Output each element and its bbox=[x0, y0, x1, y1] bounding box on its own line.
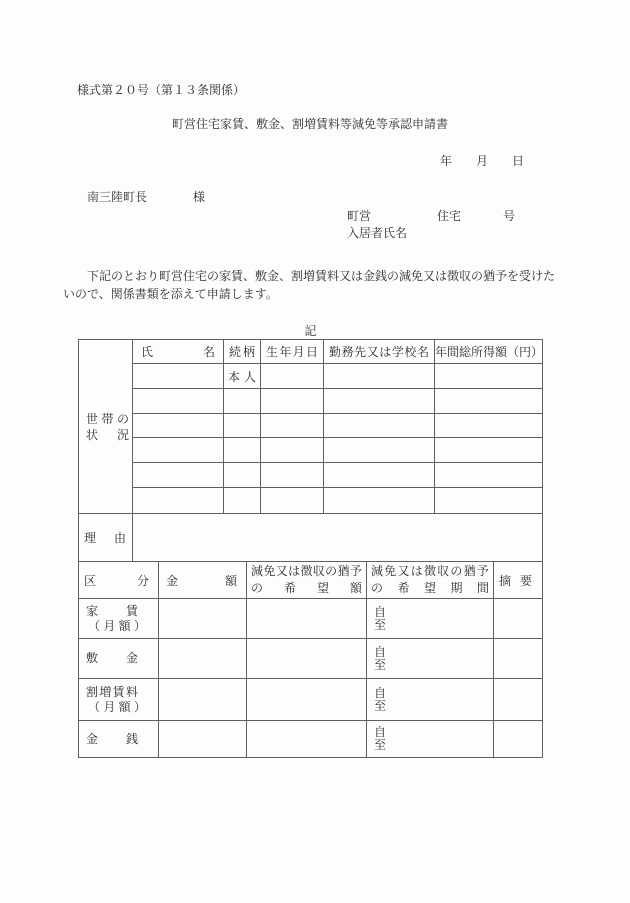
period-from-label: 自 bbox=[374, 725, 387, 739]
document-title: 町営住宅家賃、敷金、割増賃料等減免等承認申請書 bbox=[171, 117, 448, 131]
period-to-label: 至 bbox=[374, 617, 387, 632]
workplace-cell bbox=[324, 364, 435, 389]
birthdate-cell bbox=[261, 414, 324, 438]
income-cell bbox=[435, 438, 542, 463]
header-relation-label: 続 柄 bbox=[229, 345, 255, 359]
waiver-period-cell bbox=[367, 721, 494, 757]
relation-self-label: 本 人 bbox=[228, 369, 256, 384]
workplace-cell bbox=[324, 438, 435, 463]
period-to-label: 至 bbox=[374, 657, 387, 672]
workplace-cell bbox=[324, 414, 435, 438]
name-cell bbox=[133, 389, 224, 414]
header-relation-cell bbox=[224, 340, 261, 364]
header-birthdate-cell bbox=[261, 340, 324, 364]
household-section-label-line2: 状 況 bbox=[86, 427, 129, 442]
waiver-amount-cell bbox=[247, 639, 367, 679]
header-birthdate-label: 生 年 月 日 bbox=[266, 345, 318, 359]
period-from-label: 自 bbox=[374, 644, 387, 659]
waiver-period-cell bbox=[367, 679, 494, 721]
header-name-label: 氏 名 bbox=[141, 345, 215, 359]
relation-cell bbox=[224, 364, 261, 389]
header-amount-cell bbox=[159, 562, 247, 599]
header-remarks-cell bbox=[494, 562, 542, 599]
category-section bbox=[79, 562, 542, 757]
date-month-label: 月 bbox=[476, 154, 489, 168]
income-cell bbox=[435, 488, 542, 513]
addressee-honorific: 様 bbox=[193, 190, 206, 204]
waiver-amount-cell bbox=[247, 599, 367, 639]
header-workplace-label: 勤 務 先 又 は 学 校 名 bbox=[329, 345, 429, 359]
reason-content-cell bbox=[133, 514, 542, 561]
header-waiver-period-cell bbox=[367, 562, 494, 599]
category-label-cell-surcharge bbox=[79, 679, 159, 721]
period-from-label: 自 bbox=[374, 685, 387, 700]
income-cell bbox=[435, 463, 542, 488]
birthdate-cell bbox=[261, 364, 324, 389]
header-category-cell bbox=[79, 562, 159, 599]
application-table bbox=[78, 339, 543, 758]
surcharge-label-line1: 割 増 賃 料 bbox=[86, 684, 138, 699]
relation-cell bbox=[224, 463, 261, 488]
reason-row bbox=[79, 514, 542, 562]
birthdate-cell bbox=[261, 488, 324, 513]
remarks-cell bbox=[494, 721, 542, 757]
waiver-period-cell bbox=[367, 639, 494, 679]
waiver-amount-cell bbox=[247, 721, 367, 757]
rent-label-line1: 家 賃 bbox=[86, 603, 138, 618]
surcharge-label-line2: （ 月 額 ） bbox=[88, 699, 146, 714]
header-workplace-cell bbox=[324, 340, 435, 364]
amount-cell bbox=[159, 721, 247, 757]
housing-number-label: 号 bbox=[503, 209, 516, 223]
body-paragraph: 下記のとおり町営住宅の家賃、敷金、割増賃料又は金銭の減免又は徴収の猶予を受けたいので、関係書類を添えて申請します。 bbox=[63, 269, 556, 301]
date-year-label: 年 bbox=[440, 154, 453, 168]
money-label: 金 銭 bbox=[86, 731, 138, 746]
period-from-label: 自 bbox=[374, 604, 387, 619]
housing-operator-label: 町営 bbox=[347, 209, 372, 223]
header-waiver-amount-cell bbox=[247, 562, 367, 599]
income-cell bbox=[435, 414, 542, 438]
remarks-cell bbox=[494, 639, 542, 679]
category-label-cell-money bbox=[79, 721, 159, 757]
category-label-cell-deposit bbox=[79, 639, 159, 679]
amount-cell bbox=[159, 679, 247, 721]
birthdate-cell bbox=[261, 438, 324, 463]
date-day-label: 日 bbox=[512, 154, 525, 168]
relation-cell bbox=[224, 488, 261, 513]
name-cell bbox=[133, 463, 224, 488]
amount-cell bbox=[159, 599, 247, 639]
header-waiver-period-line2: の 希 望 期 間 bbox=[371, 581, 489, 595]
income-cell bbox=[435, 364, 542, 389]
record-heading: 記 bbox=[304, 324, 317, 338]
waiver-period-cell bbox=[367, 599, 494, 639]
household-section bbox=[79, 340, 542, 514]
workplace-cell bbox=[324, 488, 435, 513]
header-income-label: 年間総所得額（円） bbox=[435, 345, 544, 359]
deposit-label: 敷 金 bbox=[86, 651, 138, 665]
remarks-cell bbox=[494, 679, 542, 721]
workplace-cell bbox=[324, 463, 435, 488]
relation-cell bbox=[224, 438, 261, 463]
resident-name-label: 入居者氏名 bbox=[347, 226, 408, 240]
waiver-amount-cell bbox=[247, 679, 367, 721]
header-category-label: 区 分 bbox=[84, 573, 149, 588]
name-cell bbox=[133, 488, 224, 513]
remarks-cell bbox=[494, 599, 542, 639]
header-remarks-label: 摘 要 bbox=[499, 573, 532, 588]
reason-label: 理 由 bbox=[84, 531, 126, 545]
category-label-cell-rent bbox=[79, 599, 159, 639]
housing-label: 住宅 bbox=[437, 209, 462, 223]
addressee: 南三陸町長 bbox=[87, 190, 148, 204]
household-section-label-line1: 世 帯 の bbox=[86, 411, 129, 426]
form-number: 様式第２０号（第１３条関係） bbox=[77, 83, 246, 97]
name-cell bbox=[133, 438, 224, 463]
relation-cell bbox=[224, 389, 261, 414]
income-cell bbox=[435, 389, 542, 414]
header-waiver-amount-line1: 減 免 又 は 徴 収 の 猶 予 bbox=[251, 564, 362, 578]
rent-label-line2: （ 月 額 ） bbox=[88, 618, 146, 633]
name-cell bbox=[133, 414, 224, 438]
household-section-label-cell bbox=[79, 340, 133, 513]
header-waiver-amount-line2: の 希 望 額 bbox=[251, 581, 362, 595]
workplace-cell bbox=[324, 389, 435, 414]
birthdate-cell bbox=[261, 389, 324, 414]
period-to-label: 至 bbox=[374, 738, 387, 752]
header-income-cell bbox=[435, 340, 542, 364]
header-name-cell bbox=[133, 340, 224, 364]
header-amount-label: 金 額 bbox=[166, 573, 237, 588]
birthdate-cell bbox=[261, 463, 324, 488]
period-to-label: 至 bbox=[374, 698, 387, 713]
name-cell bbox=[133, 364, 224, 389]
relation-cell bbox=[224, 414, 261, 438]
reason-label-cell bbox=[79, 514, 133, 561]
amount-cell bbox=[159, 639, 247, 679]
header-waiver-period-line1: 減 免 又 は 徴 収 の 猶 予 bbox=[371, 564, 489, 578]
